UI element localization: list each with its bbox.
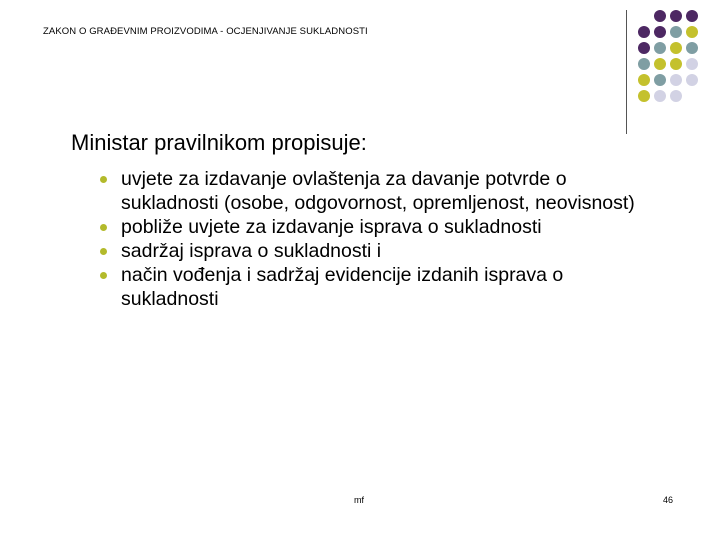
decorative-dot: [686, 26, 698, 38]
list-item-text: uvjete za izdavanje ovlaštenja za davanje potvrde o sukladnosti (osobe, odgovornost, opremljenost, neovisnost): [121, 168, 635, 214]
decorative-dot: [686, 58, 698, 70]
decorative-dot: [670, 90, 682, 102]
divider-line: [626, 10, 627, 134]
decorative-dot: [638, 90, 650, 102]
decorative-dot: [638, 74, 650, 86]
list-item: [100, 263, 660, 311]
decorative-dot: [638, 42, 650, 54]
bullet-icon: [100, 248, 107, 255]
page-number: 46: [663, 495, 674, 505]
list-item-text: sadržaj isprava o sukladnosti i: [121, 240, 382, 262]
bullet-icon: [100, 272, 107, 279]
decorative-dot: [686, 42, 698, 54]
list-item-text: način vođenja i sadržaj evidencije izdanih isprava o sukladnosti: [121, 264, 564, 310]
decorative-dot: [654, 42, 666, 54]
decorative-dot: [670, 10, 682, 22]
bullet-icon: [100, 176, 107, 183]
bullet-icon: [100, 224, 107, 231]
bullet-list: [100, 167, 660, 311]
list-item-text: pobliže uvjete za izdavanje isprava o sukladnosti: [121, 216, 542, 238]
list-item: [100, 215, 660, 239]
decorative-dot-grid: [638, 10, 698, 102]
decorative-dot: [654, 74, 666, 86]
decorative-dot: [638, 10, 650, 22]
footer-label: mf: [354, 495, 364, 505]
decorative-dot: [670, 42, 682, 54]
decorative-dot: [638, 58, 650, 70]
decorative-dot: [654, 26, 666, 38]
decorative-dot: [654, 10, 666, 22]
decorative-dot: [670, 58, 682, 70]
decorative-dot: [670, 74, 682, 86]
list-item: [100, 167, 660, 215]
decorative-dot: [686, 90, 698, 102]
slide-title: Ministar pravilnikom propisuje:: [71, 130, 367, 155]
decorative-dot: [654, 90, 666, 102]
decorative-dot: [670, 26, 682, 38]
decorative-dot: [686, 10, 698, 22]
list-item: [100, 239, 660, 263]
decorative-dot: [654, 58, 666, 70]
decorative-dot: [638, 26, 650, 38]
decorative-dot: [686, 74, 698, 86]
header-title: ZAKON O GRAĐEVNIM PROIZVODIMA - OCJENJIVANJE SUKLADNOSTI: [43, 26, 368, 37]
